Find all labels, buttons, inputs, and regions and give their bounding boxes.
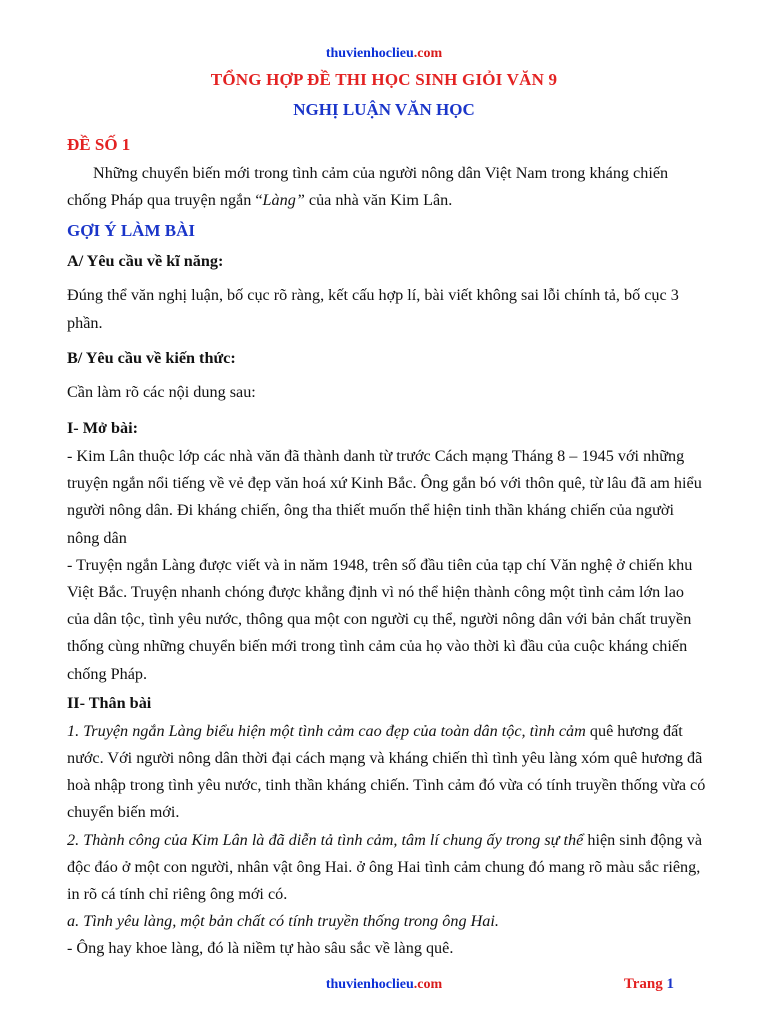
body-paragraph-1: [67, 718, 707, 827]
page-number-value: 1: [666, 976, 674, 992]
body-paragraph-1-text: quê hương đất nước. Với người nông dân thời đại cách mạng và kháng chiến thì tình yêu làng xóm quê hương đã hoà nhập trong tình yêu nước, tinh thần kháng chiến. Tình cảm đó vừa có tính truyền thống vừa có chuyển biến mới.: [67, 721, 706, 822]
body-paragraph-1-italic: 1. Truyện ngắn Làng biểu hiện một tình cảm cao đẹp của toàn dân tộc, tình cảm: [67, 721, 586, 740]
document-body: [67, 130, 707, 963]
body-paragraph-2: [67, 827, 707, 909]
body-paragraph-3-italic: a. Tình yêu làng, một bản chất có tính truyền thống trong ông Hai.: [67, 912, 499, 931]
skills-heading: A/ Yêu cầu về kĩ năng:: [67, 252, 224, 271]
exam-prompt-title: Làng”: [262, 191, 305, 210]
site-name: thuvienhoclieu: [325, 46, 414, 61]
document-title: TỔNG HỢP ĐỀ THI HỌC SINH GIỎI VĂN 9: [210, 70, 558, 89]
exam-prompt: [67, 160, 707, 214]
exam-label: ĐỀ SỐ 1: [67, 135, 131, 154]
body-paragraph-4: - Ông hay khoe làng, đó là niềm tự hào sâu sắc về làng quê.: [67, 939, 454, 958]
intro-paragraph-1: - Kim Lân thuộc lớp các nhà văn đã thành danh từ trước Cách mạng Tháng 8 – 1945 với những truyện ngắn nổi tiếng về vẻ đẹp văn hoá xứ Kinh Bắc. Ông gắn bó với thôn quê, từ lâu đã am hiểu người nông dân. Đi kháng chiến, ông tha thiết muốn thể hiện tinh thần kháng chiến của người nông dân: [67, 447, 702, 547]
body-paragraph-2-text: hiện sinh động và độc đáo ở một con người, nhân vật ông Hai. ở ông Hai tình cảm chung đó mang rõ màu sắc riêng, in rõ cá tính chỉ riêng ông mới có.: [67, 830, 703, 904]
guide-heading: GỢI Ý LÀM BÀI: [67, 221, 195, 241]
site-header[interactable]: [0, 46, 768, 62]
document-subtitle: NGHỊ LUẬN VĂN HỌC: [293, 100, 475, 119]
page-number: [624, 976, 674, 993]
knowledge-heading: B/ Yêu cầu về kiến thức:: [67, 348, 236, 367]
footer-site-tld: .com: [413, 977, 443, 992]
intro-paragraph-2: - Truyện ngắn Làng được viết và in năm 1948, trên số đầu tiên của tạp chí Văn nghệ ở chiến khu Việt Bắc. Truyện nhanh chóng được khẳng định vì nó thể hiện thành công một tình cảm lớn lao của dân tộc, tình yêu nước, thông qua một con người cụ thể, người nông dân với bản chất truyền thống cùng những chuyển biến mới trong tình cảm của họ vào thời kì đầu của cuộc kháng chiến chống Pháp.: [67, 555, 693, 683]
intro-heading: I- Mở bài:: [67, 419, 139, 438]
site-tld: .com: [413, 46, 443, 61]
exam-prompt-text: Những chuyển biến mới trong tình cảm của người nông dân Việt Nam trong kháng chiến chống Pháp qua truyện ngắn “: [67, 164, 669, 210]
skills-text: Đúng thể văn nghị luận, bố cục rõ ràng, kết cấu hợp lí, bài viết không sai lỗi chính tả, bố cục 3 phần.: [67, 286, 679, 332]
body-paragraph-2-italic: 2. Thành công của Kim Lân là đã diễn tả tình cảm, tâm lí chung ấy trong sự thể: [67, 830, 584, 849]
footer-site-name: thuvienhoclieu: [325, 977, 414, 992]
exam-prompt-author: của nhà văn Kim Lân.: [304, 191, 453, 210]
knowledge-intro: Cần làm rõ các nội dung sau:: [67, 382, 256, 401]
body-heading: II- Thân bài: [67, 693, 152, 712]
page-label: Trang: [623, 976, 663, 992]
body-paragraph-3: [67, 908, 707, 935]
